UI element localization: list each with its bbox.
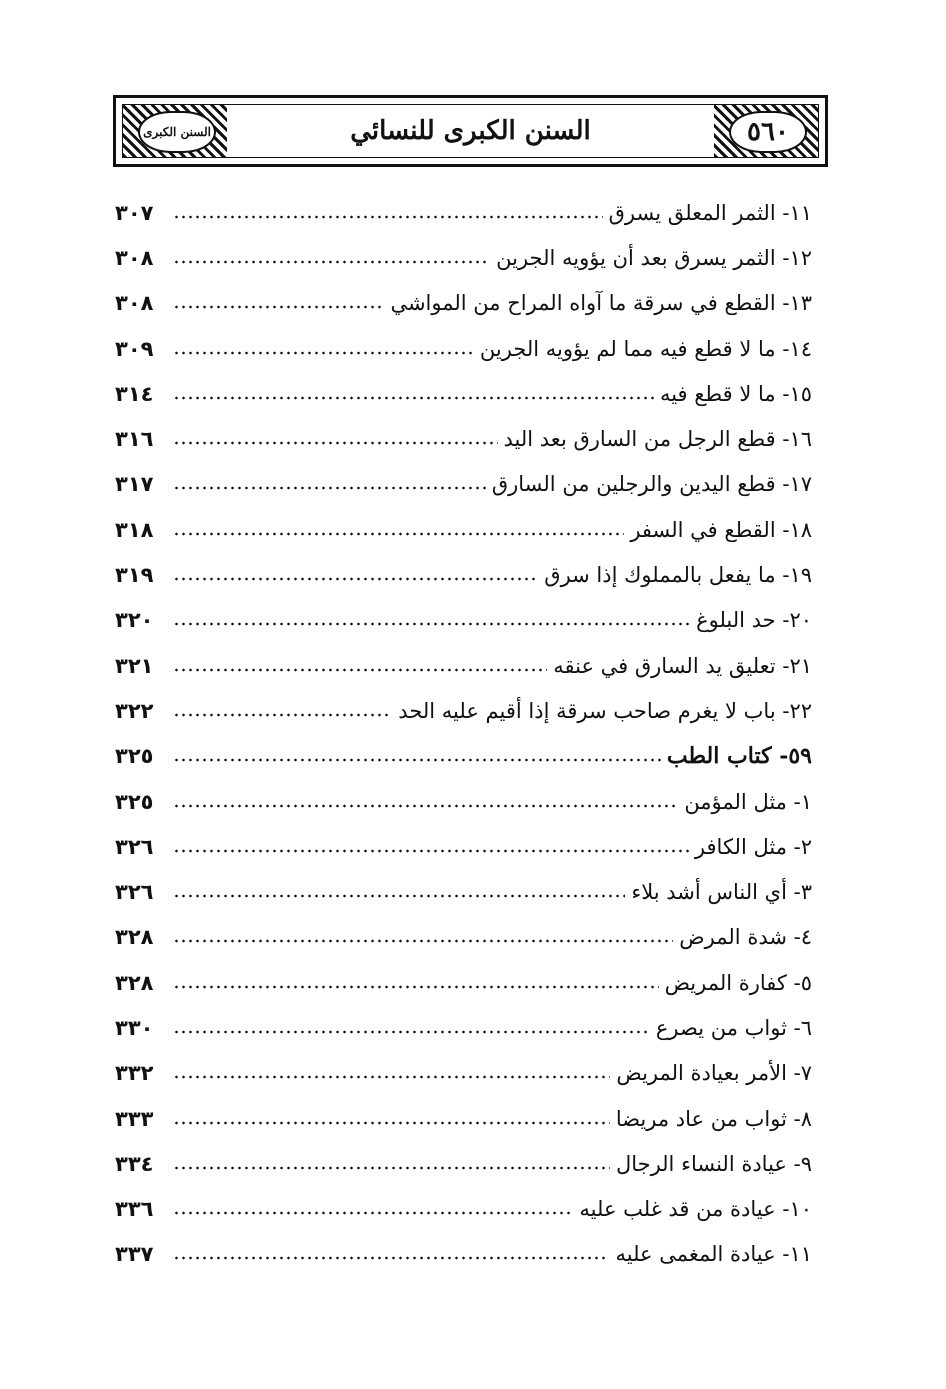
toc-entry-title: ١٩- ما يفعل بالمملوك إذا سرق <box>544 563 812 588</box>
toc-dot-leader <box>173 348 474 358</box>
toc-entry-title: ١٧- قطع اليدين والرجلين من السارق <box>491 472 812 497</box>
toc-dot-leader <box>173 1118 610 1128</box>
toc-entry-title: ٢- مثل الكافر <box>694 834 812 859</box>
toc-row <box>115 1005 812 1050</box>
toc-row <box>115 1051 812 1096</box>
toc-page-number: ٣٣٠ <box>115 1015 154 1040</box>
toc-row <box>115 960 812 1005</box>
toc-row <box>115 1232 812 1277</box>
toc-chapter-title: ٥٩- كتاب الطب <box>666 743 812 770</box>
toc-entry-title: ١٠- عيادة من قد غلب عليه <box>579 1197 812 1222</box>
toc-row <box>115 326 812 371</box>
toc-dot-leader <box>173 982 659 992</box>
toc-entry-title: ٤- شدة المرض <box>679 925 812 950</box>
toc-row <box>115 462 812 507</box>
toc-page-number: ٣٠٨ <box>115 245 154 270</box>
toc-row <box>115 235 812 280</box>
page-number: ٥٦٠ <box>729 111 807 153</box>
toc-dot-leader <box>173 1208 573 1218</box>
toc-dot-leader <box>173 1253 609 1263</box>
toc-row <box>115 643 812 688</box>
toc-page-number: ٣٢٥ <box>115 744 154 769</box>
toc-dot-leader <box>173 529 624 539</box>
book-title: السنن الكبرى للنسائي <box>350 116 591 146</box>
toc-entry-title: ١٥- ما لا قطع فيه <box>659 381 812 406</box>
book-logo-medallion <box>138 111 216 153</box>
toc-page-number: ٣٢٦ <box>115 880 154 905</box>
toc-dot-leader <box>173 1072 610 1082</box>
toc-dot-leader <box>173 212 603 222</box>
toc-row <box>115 824 812 869</box>
toc-dot-leader <box>173 574 538 584</box>
toc-row <box>115 190 812 235</box>
toc-chapter-row <box>115 734 812 779</box>
toc-dot-leader <box>173 846 689 856</box>
toc-page-number: ٣٣٢ <box>115 1061 154 1086</box>
toc-dot-leader <box>173 619 690 629</box>
toc-entry-title: ١- مثل المؤمن <box>684 789 812 814</box>
toc-row <box>115 598 812 643</box>
toc-entry-title: ٢٠- حد البلوغ <box>696 608 812 633</box>
toc-page-number: ٣٢٦ <box>115 834 154 859</box>
toc-page-number: ٣٠٩ <box>115 336 154 361</box>
toc-entry-title: ٩- عيادة النساء الرجال <box>615 1151 812 1176</box>
table-of-contents <box>115 190 812 1277</box>
toc-entry-title: ١٨- القطع في السفر <box>630 517 812 542</box>
toc-dot-leader <box>173 257 490 267</box>
toc-row <box>115 371 812 416</box>
toc-page-number: ٣١٩ <box>115 563 154 588</box>
toc-page-number: ٣٣٦ <box>115 1197 154 1222</box>
toc-row <box>115 507 812 552</box>
toc-page-number: ٣١٤ <box>115 381 154 406</box>
toc-page-number: ٣٠٨ <box>115 291 154 316</box>
toc-entry-title: ١٢- الثمر يسرق بعد أن يؤويه الجرين <box>496 245 812 270</box>
toc-entry-title: ٢٢- باب لا يغرم صاحب سرقة إذا أقيم عليه الحد <box>398 698 812 723</box>
toc-dot-leader <box>173 483 486 493</box>
toc-row <box>115 1141 812 1186</box>
toc-dot-leader <box>173 755 661 765</box>
toc-dot-leader <box>173 438 498 448</box>
toc-row <box>115 552 812 597</box>
toc-row <box>115 869 812 914</box>
toc-dot-leader <box>173 801 678 811</box>
toc-entry-title: ١٣- القطع في سرقة ما آواه المراح من المواشي <box>390 291 812 316</box>
toc-dot-leader <box>173 1027 650 1037</box>
toc-dot-leader <box>173 393 654 403</box>
header-ornament-right <box>714 105 818 157</box>
toc-page-number: ٣١٦ <box>115 427 154 452</box>
toc-row <box>115 779 812 824</box>
toc-row <box>115 915 812 960</box>
medallion-text: السنن الكبرى <box>143 125 211 139</box>
toc-row <box>115 281 812 326</box>
toc-page-number: ٣٢٨ <box>115 925 154 950</box>
toc-page-number: ٣٢١ <box>115 653 154 678</box>
toc-entry-title: ١٤- ما لا قطع فيه مما لم يؤويه الجرين <box>479 336 812 361</box>
toc-page-number: ٣٢٥ <box>115 789 154 814</box>
toc-dot-leader <box>173 891 625 901</box>
toc-entry-title: ٥- كفارة المريض <box>664 970 812 995</box>
toc-dot-leader <box>173 710 392 720</box>
toc-page-number: ٣٣٣ <box>115 1106 154 1131</box>
toc-row <box>115 1187 812 1232</box>
toc-page-number: ٣٣٤ <box>115 1151 154 1176</box>
toc-entry-title: ٢١- تعليق يد السارق في عنقه <box>553 653 812 678</box>
page-header <box>113 95 828 167</box>
toc-entry-title: ٨- ثواب من عاد مريضا <box>615 1106 812 1131</box>
toc-entry-title: ٧- الأمر بعيادة المريض <box>616 1061 812 1086</box>
toc-dot-leader <box>173 936 673 946</box>
toc-page-number: ٣١٧ <box>115 472 154 497</box>
toc-entry-title: ٣- أي الناس أشد بلاء <box>631 880 812 905</box>
toc-entry-title: ١١- الثمر المعلق يسرق <box>608 200 812 225</box>
header-frame <box>122 104 819 158</box>
toc-page-number: ٣٠٧ <box>115 200 154 225</box>
toc-dot-leader <box>173 302 384 312</box>
toc-dot-leader <box>173 1163 610 1173</box>
header-ornament-left <box>123 105 227 157</box>
toc-dot-leader <box>173 665 547 675</box>
toc-entry-title: ١١- عيادة المغمى عليه <box>615 1242 812 1267</box>
toc-entry-title: ٦- ثواب من يصرع <box>655 1015 812 1040</box>
toc-page-number: ٣٢٠ <box>115 608 154 633</box>
toc-page-number: ٣٢٨ <box>115 970 154 995</box>
toc-row <box>115 1096 812 1141</box>
toc-page-number: ٣٣٧ <box>115 1242 154 1267</box>
toc-page-number: ٣١٨ <box>115 517 154 542</box>
toc-row <box>115 416 812 461</box>
toc-row <box>115 688 812 733</box>
toc-entry-title: ١٦- قطع الرجل من السارق بعد اليد <box>503 427 812 452</box>
toc-page-number: ٣٢٢ <box>115 698 154 723</box>
